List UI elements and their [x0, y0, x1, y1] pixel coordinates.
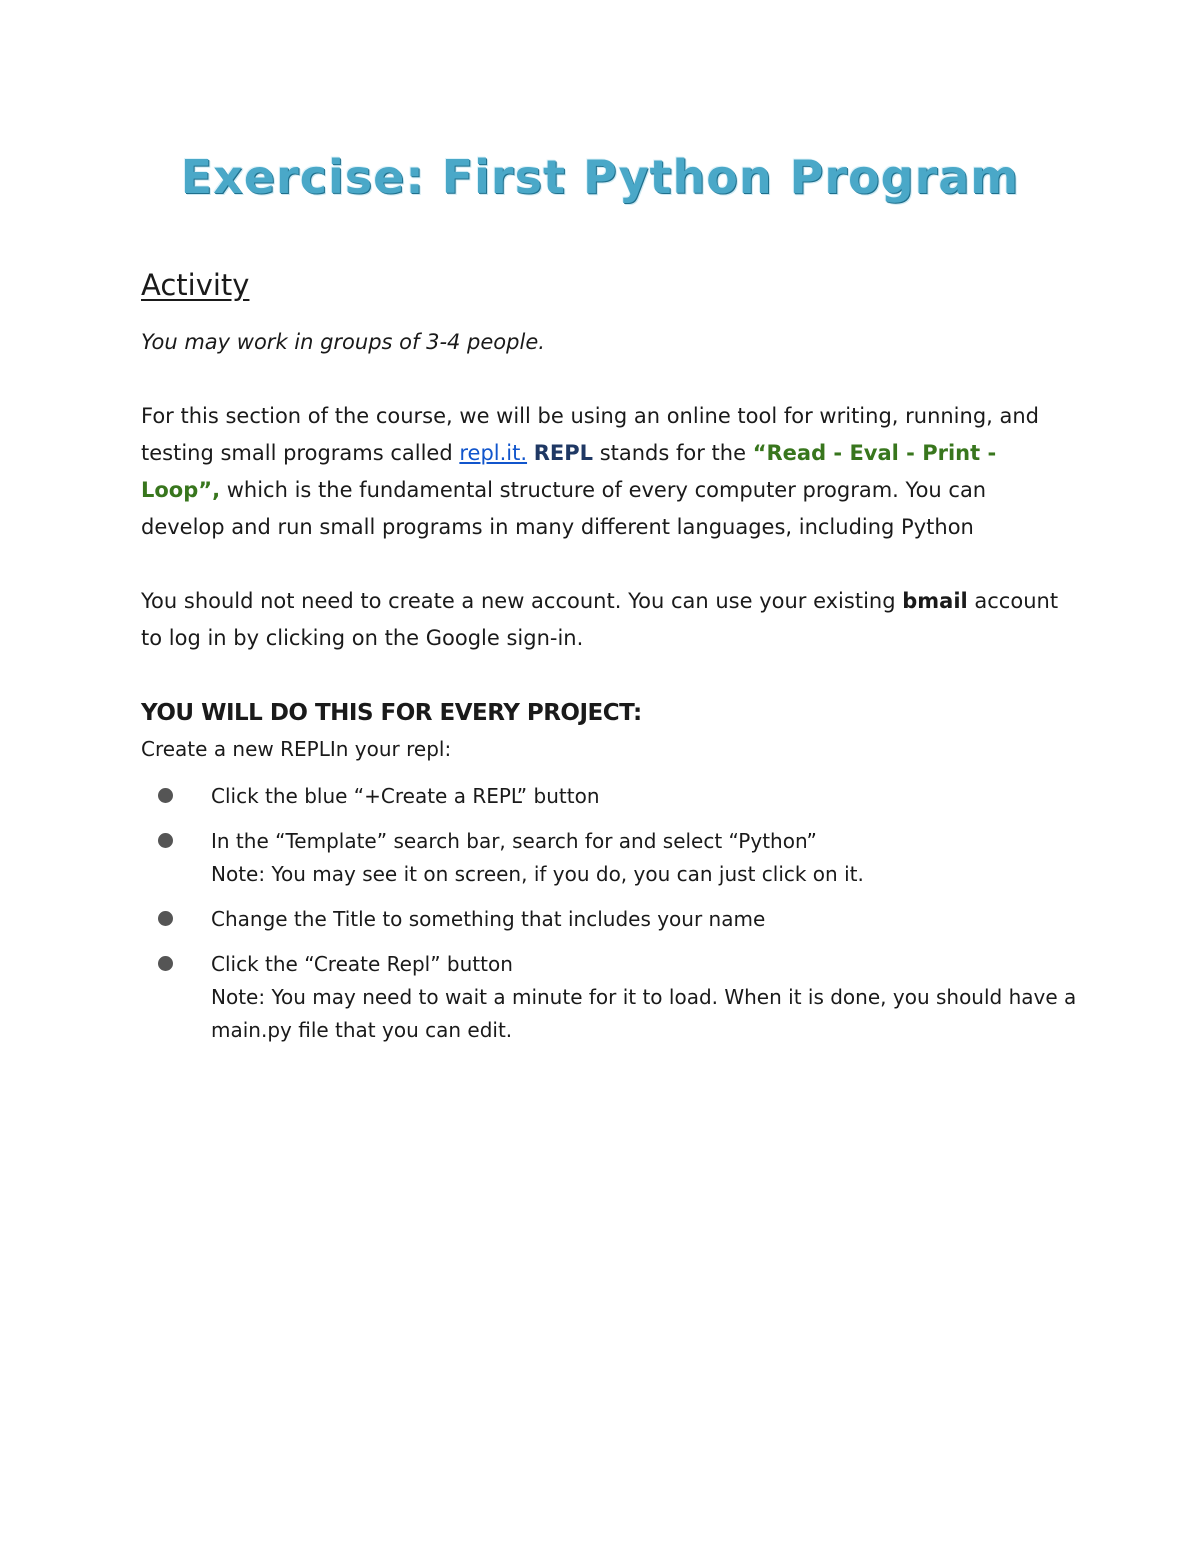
bullet-icon [158, 911, 173, 926]
bullet-icon [158, 788, 173, 803]
bmail-term: bmail [902, 589, 968, 613]
repl-term: REPL [533, 441, 594, 465]
intro-text-3: which is the fundamental structure of every computer program. You can develop and run small programs in many different languages, including Python [141, 478, 987, 539]
account-text-1: You should not need to create a new account. You can use your existing [141, 589, 903, 613]
intro-text-1: For this section of the course, we will be using an online tool for writing, running, and testing small programs called [141, 404, 1040, 465]
list-item [141, 780, 1081, 813]
intro-text-2: stands for the [593, 441, 753, 465]
list-item [141, 825, 1081, 891]
step-text: Click the blue “+Create a REPL” button [211, 784, 600, 808]
list-item [141, 948, 1081, 1047]
step-text: Click the “Create Repl” button [211, 952, 513, 976]
group-note: You may work in groups of 3-4 people. [141, 330, 545, 354]
list-item [141, 903, 1081, 936]
document-title: Exercise: First Python Program [180, 150, 1020, 204]
bullet-icon [158, 833, 173, 848]
repl-it-link[interactable]: repl.it. [459, 441, 528, 465]
step-note: Note: You may need to wait a minute for it to load. When it is done, you should have a main.py file that you can edit. [211, 985, 1077, 1042]
bullet-icon [158, 956, 173, 971]
repl-definition: “Read - Eval - Print - Loop”, [141, 441, 997, 502]
intro-space [527, 441, 534, 465]
account-text-2: account to log in by clicking on the Google sign-in. [141, 589, 1059, 650]
step-note: Note: You may see it on screen, if you do, you can just click on it. [211, 862, 864, 886]
activity-heading: Activity [141, 268, 250, 302]
intro-paragraph [141, 398, 1071, 546]
every-project-heading: YOU WILL DO THIS FOR EVERY PROJECT: [141, 700, 642, 726]
steps-list [141, 780, 1081, 1059]
step-text: In the “Template” search bar, search for and select “Python” [211, 829, 817, 853]
step-text: Change the Title to something that includes your name [211, 907, 766, 931]
create-repl-line: Create a new REPLIn your repl: [141, 737, 452, 761]
account-paragraph [141, 583, 1071, 657]
